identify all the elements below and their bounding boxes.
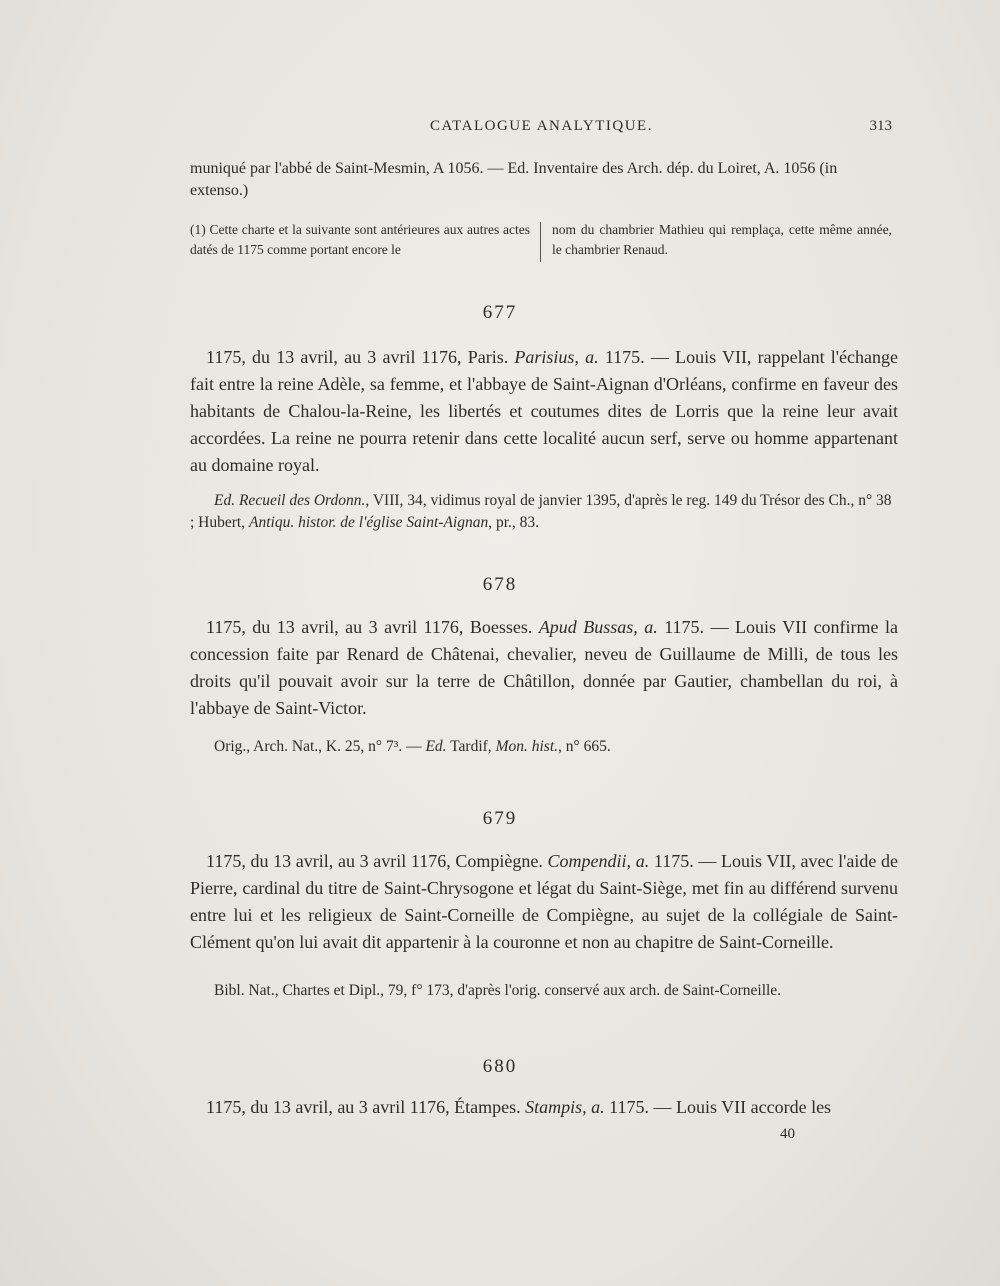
entry-summary: 1175. — Louis VII accorde les	[604, 1097, 832, 1117]
entry-place-latin: Stampis, a.	[525, 1097, 605, 1117]
entry-date: 1175, du 13 avril, au 3 avril 1176, Boesses.	[206, 617, 539, 637]
entry-source: Bibl. Nat., Chartes et Dipl., 79, f° 173, d'après l'orig. conservé aux arch. de Saint-Corneille.	[214, 982, 782, 999]
entry-date: 1175, du 13 avril, au 3 avril 1176, Étampes.	[206, 1097, 526, 1117]
entry-number: 680	[482, 1056, 518, 1077]
entry-text	[190, 848, 898, 956]
entry-summary: 1175. — Louis VII confirme la concession faite par Renard de Châtenai, chevalier, neveu de Guillaume de Milli, de tous les droits qu'il pouvait avoir sur la terre de Châtillon, donnée par Gautier, chambellan du roi, à l'abbaye de Saint-Victor.	[190, 617, 898, 718]
entry-summary: 1175. — Louis VII, avec l'aide de Pierre, cardinal du titre de Saint-Chrysogone et légat du Saint-Siège, met fin au différend survenu entre lui et les religieux de Saint-Corneille de Compiègne, au sujet de la collégiale de Saint-Clément qu'on lui avait dit appartenir à la couronne et non au chapitre de Saint-Corneille.	[190, 851, 898, 952]
continuation-paragraph: muniqué par l'abbé de Saint-Mesmin, A 1056. — Ed. Inventaire des Arch. dép. du Loiret, A. 1056 (in extenso.)	[190, 160, 838, 199]
running-head: CATALOGUE ANALYTIQUE.	[430, 118, 653, 134]
entry-source: Ed. Recueil des Ordonn., VIII, 34, vidimus royal de janvier 1395, d'après le reg. 149 du Trésor des Ch., n° 38 ; Hubert, Antiqu. histor. de l'église Saint-Aignan, pr., 83.	[190, 492, 892, 531]
footnote-divider	[540, 222, 541, 262]
entry-place-latin: Apud Bussas, a.	[538, 617, 658, 637]
entry-text	[190, 344, 898, 479]
footnote-left-column: (1) Cette charte et la suivante sont antérieures aux autres actes datés de 1175 comme portant encore le	[190, 222, 530, 257]
entry-date: 1175, du 13 avril, au 3 avril 1176, Compiègne.	[206, 851, 548, 871]
entry-source: Orig., Arch. Nat., K. 25, n° 7³. — Ed. Tardif, Mon. hist., n° 665.	[214, 738, 611, 755]
entry-date: 1175, du 13 avril, au 3 avril 1176, Paris.	[206, 347, 515, 367]
page-number: 313	[869, 118, 892, 134]
entry-text	[190, 614, 898, 722]
entry-number: 679	[482, 808, 518, 829]
entry-number: 677	[482, 302, 518, 323]
footnote-right-column: nom du chambrier Mathieu qui remplaça, cette même année, le chambrier Renaud.	[552, 222, 892, 257]
entry-text	[190, 1094, 898, 1121]
entry-summary: 1175. — Louis VII, rappelant l'échange fait entre la reine Adèle, sa femme, et l'abbaye de Saint-Aignan d'Orléans, confirme en faveur des habitants de Chalou-la-Reine, les libertés et coutumes dites de Lorris que la reine leur avait accordées. La reine ne pourra retenir dans cette localité aucun serf, serve ou homme appartenant au domaine royal.	[190, 347, 898, 475]
entry-place-latin: Parisius, a.	[514, 347, 599, 367]
page-header	[190, 118, 896, 142]
entry-place-latin: Compendii, a.	[547, 851, 650, 871]
signature-mark: 40	[780, 1126, 795, 1142]
entry-number: 678	[482, 574, 518, 595]
footnote	[190, 220, 896, 264]
